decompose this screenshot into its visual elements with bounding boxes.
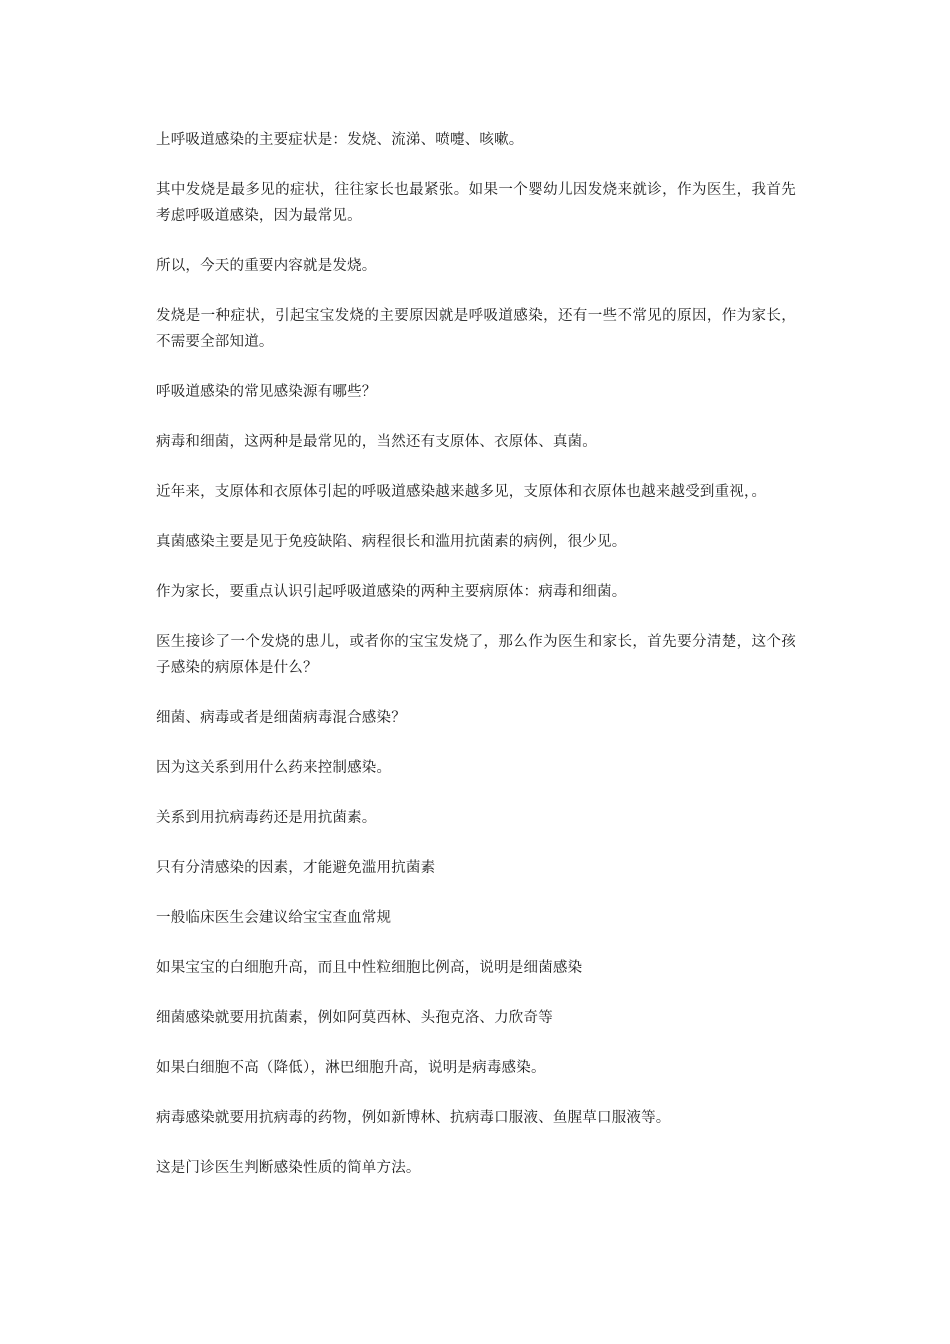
- paragraph: 上呼吸道感染的主要症状是：发烧、流涕、喷嚏、咳嗽。: [156, 132, 524, 148]
- paragraph: 呼吸道感染的常见感染源有哪些？: [156, 384, 377, 400]
- paragraph: 所以，今天的重要内容就是发烧。: [156, 258, 377, 274]
- paragraph: 医生接诊了一个发烧的患儿，或者你的宝宝发烧了，那么作为医生和家长，首先要分清楚，这个孩子感染的病原体是什么？: [156, 634, 796, 676]
- paragraph: 一般临床医生会建议给宝宝查血常规: [156, 910, 392, 926]
- paragraph: 近年来，支原体和衣原体引起的呼吸道感染越来越多见，支原体和衣原体也越来越受到重视，。: [156, 484, 767, 500]
- paragraph: 病毒感染就要用抗病毒的药物，例如新博林、抗病毒口服液、鱼腥草口服液等。: [156, 1110, 671, 1126]
- paragraph: 细菌、病毒或者是细菌病毒混合感染？: [156, 710, 406, 726]
- paragraph: 关系到用抗病毒药还是用抗菌素。: [156, 810, 377, 826]
- paragraph: 如果白细胞不高（降低），淋巴细胞升高，说明是病毒感染。: [156, 1060, 546, 1076]
- paragraph: 其中发烧是最多见的症状，往往家长也最紧张。如果一个婴幼儿因发烧来就诊，作为医生，我首先考虑呼吸道感染，因为最常见。: [156, 182, 796, 224]
- paragraph: 因为这关系到用什么药来控制感染。: [156, 760, 392, 776]
- paragraph: 细菌感染就要用抗菌素，例如阿莫西林、头孢克洛、力欣奇等: [156, 1010, 553, 1026]
- paragraph: 这是门诊医生判断感染性质的简单方法。: [156, 1160, 421, 1176]
- paragraph: 病毒和细菌，这两种是最常见的，当然还有支原体、衣原体、真菌。: [156, 434, 597, 450]
- paragraph: 只有分清感染的因素，才能避免滥用抗菌素: [156, 860, 436, 876]
- paragraph: 作为家长，要重点认识引起呼吸道感染的两种主要病原体：病毒和细菌。: [156, 584, 627, 600]
- document-body: [156, 127, 796, 1205]
- paragraph: 真菌感染主要是见于免疫缺陷、病程很长和滥用抗菌素的病例，很少见。: [156, 534, 627, 550]
- paragraph: 如果宝宝的白细胞升高，而且中性粒细胞比例高，说明是细菌感染: [156, 960, 583, 976]
- paragraph: 发烧是一种症状，引起宝宝发烧的主要原因就是呼吸道感染，还有一些不常见的原因，作为家长，不需要全部知道。: [156, 308, 796, 350]
